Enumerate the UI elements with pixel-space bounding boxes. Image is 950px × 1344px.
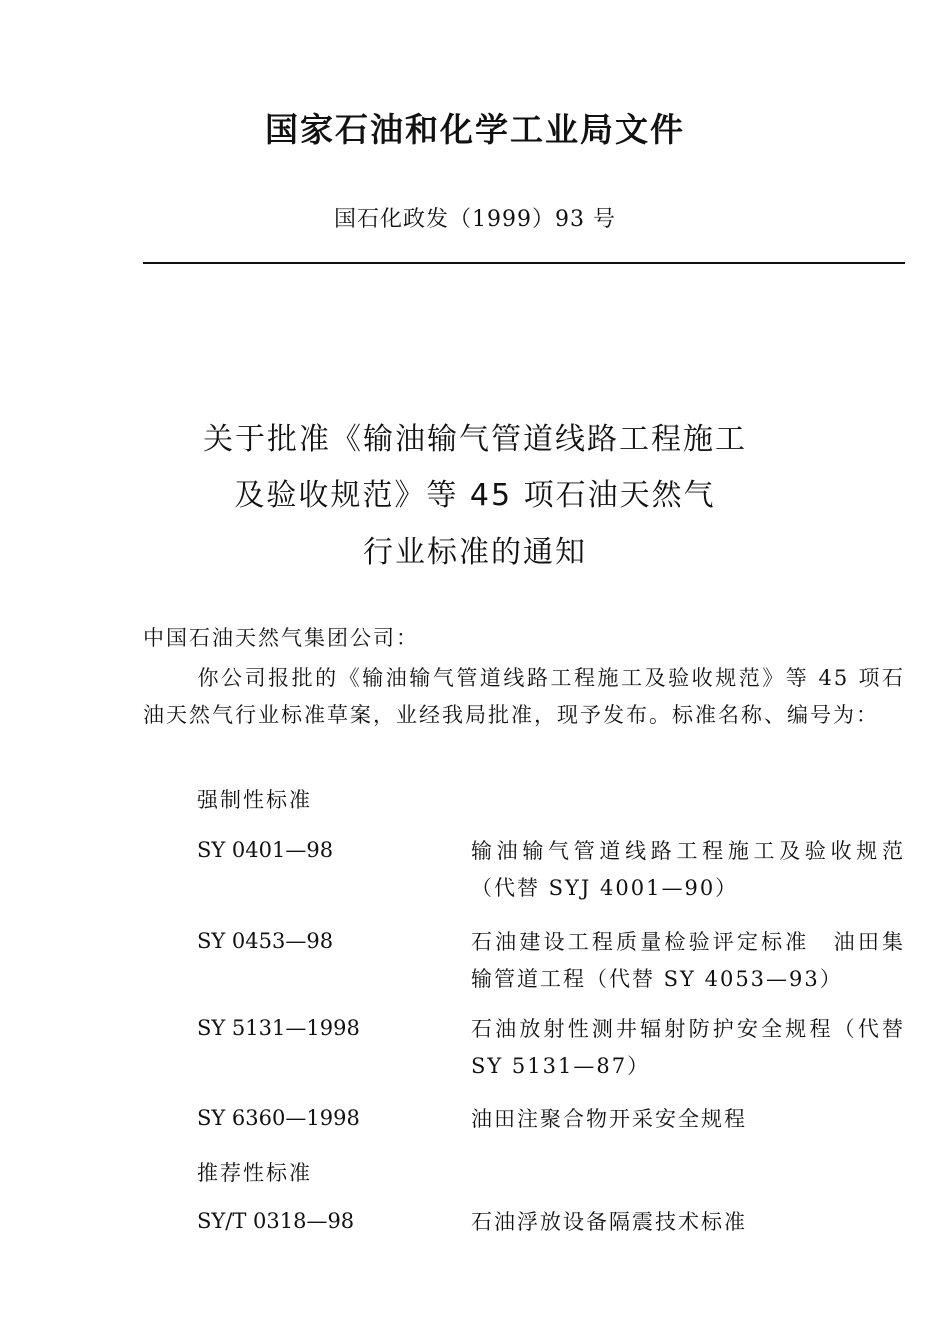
document-number: 国石化政发（1999）93 号	[334, 207, 616, 232]
notice-title-line-2: 及验收规范》等 45 项石油天然气	[234, 478, 716, 513]
header-divider	[143, 262, 905, 264]
notice-title-line-1: 关于批准《输油输气管道线路工程施工	[203, 422, 747, 457]
standard-name: 石油浮放设备隔震技术标准	[471, 1210, 747, 1234]
standard-name: 石油放射性测井辐射防护安全规程（代替 SY 5131—87）	[471, 1017, 905, 1078]
section-mandatory: 强制性标准	[197, 788, 312, 812]
body-text: 你公司报批的《输油输气管道线路工程施工及验收规范》等 45 项石油天然气行业标准草案，业经我局批准，现予发布。标准名称、编号为：	[143, 666, 905, 727]
standard-code: SY 6360—1998	[197, 1106, 360, 1130]
standard-code: SY 5131—1998	[197, 1016, 360, 1040]
standard-code: SY 0401—98	[197, 838, 334, 862]
standard-code: SY 0453—98	[197, 929, 334, 953]
notice-title-line-3: 行业标准的通知	[363, 535, 587, 570]
standard-name: 输油输气管道线路工程施工及验收规范（代替 SYJ 4001—90）	[471, 839, 905, 900]
standard-code: SY/T 0318—98	[197, 1209, 355, 1233]
body-paragraph	[143, 660, 905, 734]
section-recommended: 推荐性标准	[197, 1161, 312, 1185]
standard-name: 油田注聚合物开采安全规程	[471, 1107, 747, 1131]
agency-header: 国家石油和化学工业局文件	[265, 110, 685, 149]
addressee: 中国石油天然气集团公司：	[143, 626, 419, 650]
standard-name: 石油建设工程质量检验评定标准 油田集输管道工程（代替 SY 4053—93）	[471, 930, 905, 991]
